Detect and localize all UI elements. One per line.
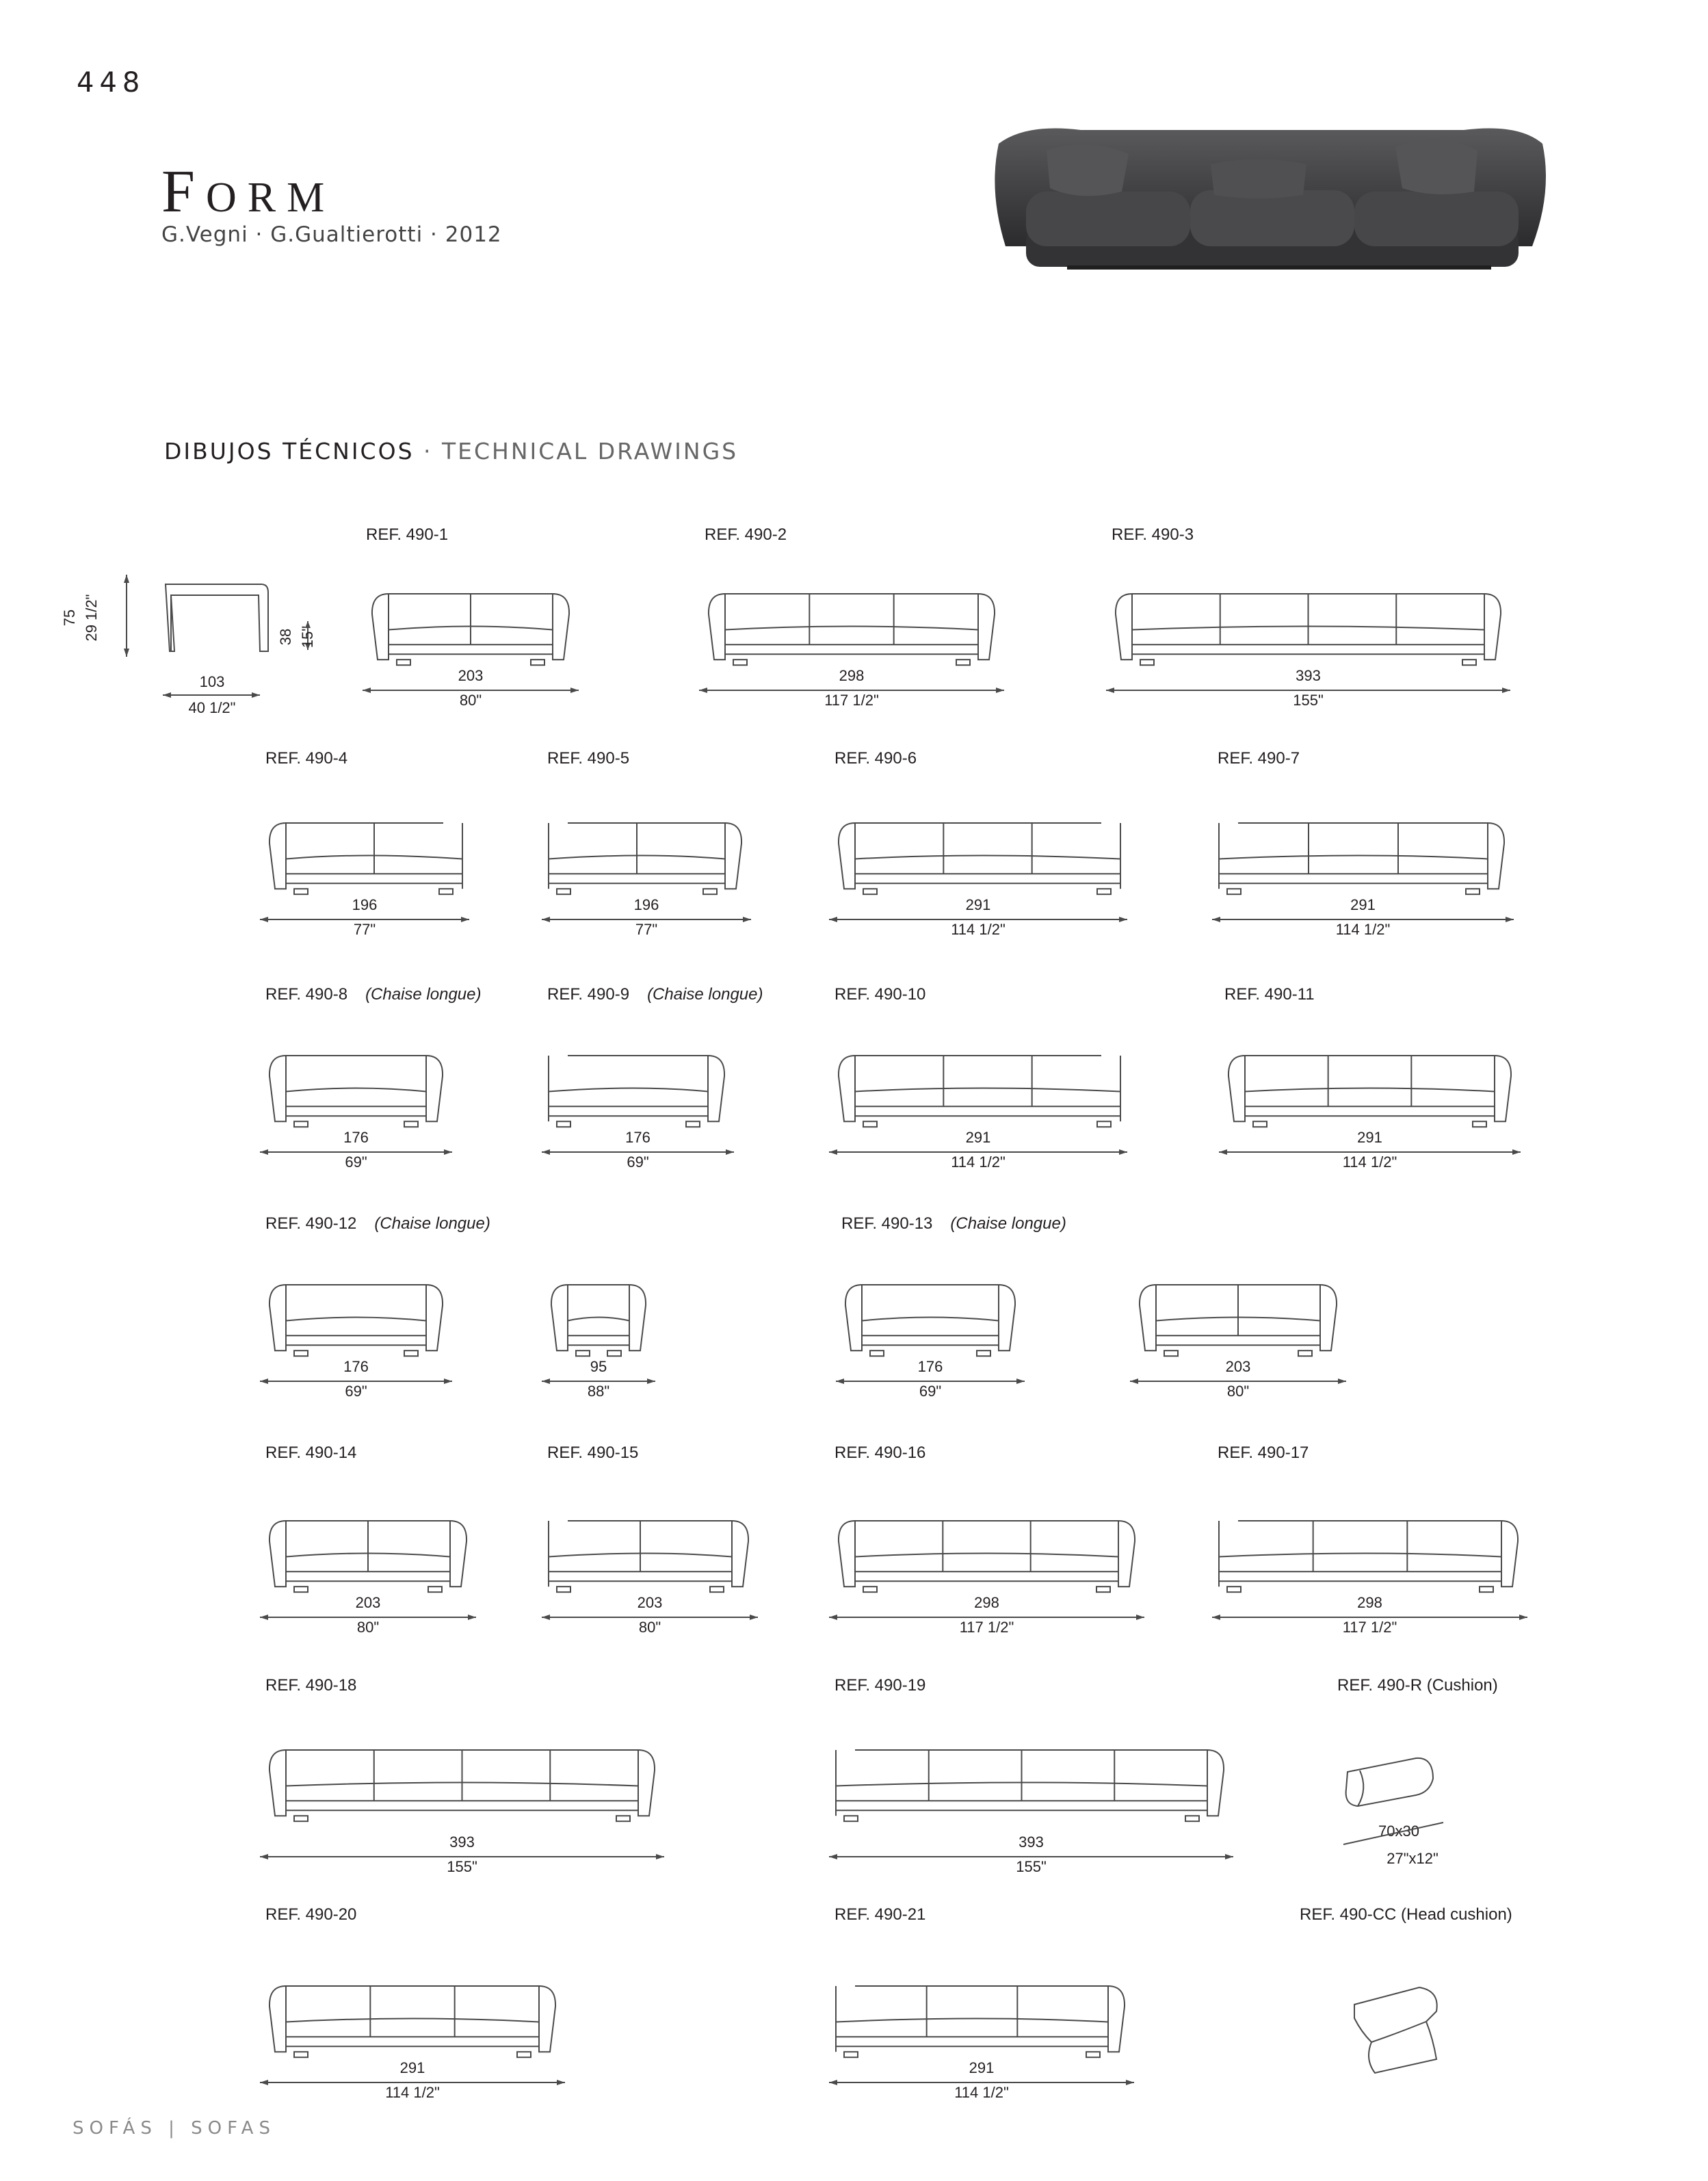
sofa-drawing [265, 1515, 471, 1591]
ref-code: REF. 490-3 [1112, 525, 1194, 544]
ref-code: REF. 490-2 [705, 525, 787, 544]
ref-code: REF. 490-11 [1224, 985, 1315, 1004]
model-ref-label [265, 985, 482, 1004]
width-cm: 393 [449, 1833, 475, 1851]
cushion-size-cm: 70x30 [1378, 1823, 1419, 1840]
model-ref-label [835, 1444, 925, 1463]
width-cm: 196 [352, 896, 378, 913]
sofa-drawing [835, 1050, 1122, 1125]
cushion-ref-label: REF. 490-R (Cushion) [1337, 1676, 1498, 1695]
width-cm: 298 [839, 667, 865, 684]
sofa-drawing [1218, 1515, 1522, 1591]
width-cm: 203 [1225, 1358, 1251, 1375]
sofa-drawing [1218, 818, 1508, 893]
ref-code: REF. 490-9 [547, 985, 630, 1004]
sofa-drawing [835, 818, 1122, 893]
width-cm: 291 [965, 1129, 991, 1146]
width-cm: 176 [625, 1129, 651, 1146]
model-ref-label [1112, 525, 1194, 545]
side-view [61, 575, 349, 725]
width-cm: 291 [1357, 1129, 1382, 1146]
cushion-dimension-arrow [1341, 1820, 1450, 1847]
model-ref-label [1218, 749, 1300, 768]
width-cm: 291 [1350, 896, 1376, 913]
width-cm: 393 [1296, 667, 1321, 684]
sofa-drawing [547, 1279, 650, 1355]
width-in: 117 1/2" [824, 692, 879, 709]
width-cm: 298 [974, 1594, 999, 1611]
ref-code: REF. 490-8 [265, 985, 348, 1004]
width-cm: 203 [458, 667, 484, 684]
width-in: 88" [587, 1383, 610, 1400]
model-ref-label [547, 749, 629, 768]
model-ref-label [835, 749, 917, 768]
side-seat-in: 15" [299, 625, 316, 649]
sofa-drawing [835, 1745, 1228, 1820]
side-seat-cm: 38 [277, 628, 294, 646]
width-in: 114 1/2" [1335, 921, 1391, 938]
model-ref-label [1224, 985, 1315, 1004]
width-in: 80" [638, 1619, 661, 1636]
width-in: 69" [919, 1383, 942, 1400]
sofa-drawing [705, 588, 999, 664]
width-cm: 291 [969, 2059, 995, 2076]
width-cm: 176 [343, 1358, 369, 1375]
width-in: 69" [627, 1153, 649, 1171]
sofa-drawing [265, 818, 464, 893]
sofa-drawing [841, 1279, 1019, 1355]
side-height-cm: 75 [61, 609, 78, 627]
sofa-photo [985, 116, 1553, 280]
width-in: 80" [356, 1619, 380, 1636]
ref-code: REF. 490-5 [547, 749, 630, 768]
cushion-drawing [1351, 1984, 1454, 2087]
width-cm: 203 [355, 1594, 381, 1611]
side-depth-in: 40 1/2" [188, 699, 236, 716]
sofa-drawing [835, 1515, 1139, 1591]
sofa-drawing [1135, 1279, 1341, 1355]
width-in: 114 1/2" [1342, 1153, 1397, 1171]
width-cm: 196 [633, 896, 659, 913]
ref-code: REF. 490-21 [835, 1905, 926, 1924]
width-in: 155" [447, 1858, 477, 1875]
width-in: 80" [1226, 1383, 1250, 1400]
sofa-drawing [1224, 1050, 1515, 1125]
ref-code: REF. 490-17 [1218, 1444, 1309, 1462]
ref-code: REF. 490-1 [366, 525, 449, 544]
width-cm: 291 [965, 896, 991, 913]
ref-code: REF. 490-16 [835, 1444, 926, 1462]
ref-code: REF. 490-7 [1218, 749, 1300, 768]
sofa-drawing [265, 1981, 560, 2056]
model-ref-label [1218, 1444, 1309, 1463]
model-ref-label [835, 1676, 925, 1695]
model-ref-label [835, 1905, 925, 1924]
model-ref-label [265, 1676, 356, 1695]
width-in: 114 1/2" [385, 2084, 440, 2101]
sofa-drawing [547, 1050, 728, 1125]
width-in: 114 1/2" [951, 1153, 1006, 1171]
section-heading: DIBUJOS TÉCNICOS · TECHNICAL DRAWINGS [164, 438, 739, 465]
ref-code: REF. 490-19 [835, 1676, 926, 1695]
model-ref-label [705, 525, 787, 545]
ref-code: REF. 490-13 [841, 1214, 933, 1233]
ref-note: (Chaise longue) [374, 1214, 490, 1233]
cushion-ref-label: REF. 490-CC (Head cushion) [1300, 1905, 1512, 1924]
model-ref-label [835, 985, 925, 1004]
model-ref-label [547, 1444, 638, 1463]
ref-note: (Chaise longue) [365, 985, 482, 1004]
sofa-drawing [547, 818, 746, 893]
model-ref-label [841, 1214, 1066, 1233]
sofa-drawing [368, 588, 573, 664]
width-in: 114 1/2" [954, 2084, 1009, 2101]
model-ref-label [265, 1444, 356, 1463]
sofa-drawing [1112, 588, 1505, 664]
sofa-drawing [835, 1981, 1129, 2056]
width-in: 155" [1016, 1858, 1047, 1875]
ref-code: REF. 490-14 [265, 1444, 357, 1462]
width-in: 77" [353, 921, 376, 938]
ref-code: REF. 490-4 [265, 749, 348, 768]
width-in: 80" [459, 692, 482, 709]
model-ref-label [265, 1905, 356, 1924]
width-cm: 176 [917, 1358, 943, 1375]
ref-code: REF. 490-15 [547, 1444, 639, 1462]
side-height-in: 29 1/2" [83, 594, 100, 642]
footer-section: SOFÁS | SOFAS [73, 2118, 276, 2139]
width-cm: 203 [637, 1594, 663, 1611]
width-in: 117 1/2" [1342, 1619, 1397, 1636]
model-ref-label [547, 985, 763, 1004]
width-cm: 176 [343, 1129, 369, 1146]
width-cm: 298 [1357, 1594, 1382, 1611]
page-number: 448 [77, 67, 146, 99]
width-cm: 393 [1019, 1833, 1044, 1851]
width-in: 69" [345, 1383, 367, 1400]
sofa-drawing [265, 1050, 447, 1125]
cushion-size-in: 27"x12" [1387, 1850, 1438, 1867]
sofa-drawing [265, 1279, 447, 1355]
product-title: Form [161, 159, 336, 225]
side-depth-cm: 103 [199, 673, 225, 690]
ref-code: REF. 490-6 [835, 749, 917, 768]
ref-code: REF. 490-20 [265, 1905, 357, 1924]
width-cm: 291 [399, 2059, 425, 2076]
sofa-drawing [547, 1515, 752, 1591]
model-ref-label [366, 525, 448, 545]
ref-code: REF. 490-18 [265, 1676, 357, 1695]
width-in: 117 1/2" [959, 1619, 1014, 1636]
width-in: 155" [1293, 692, 1324, 709]
ref-code: REF. 490-10 [835, 985, 926, 1004]
width-in: 69" [345, 1153, 367, 1171]
model-ref-label [265, 1214, 490, 1233]
ref-code: REF. 490-12 [265, 1214, 357, 1233]
ref-note: (Chaise longue) [647, 985, 763, 1004]
sofa-drawing [265, 1745, 659, 1820]
width-in: 114 1/2" [951, 921, 1006, 938]
model-ref-label [265, 749, 347, 768]
ref-note: (Chaise longue) [950, 1214, 1066, 1233]
designer-credits: G.Vegni · G.Gualtierotti · 2012 [161, 222, 502, 247]
width-cm: 95 [590, 1358, 607, 1375]
width-in: 77" [635, 921, 658, 938]
